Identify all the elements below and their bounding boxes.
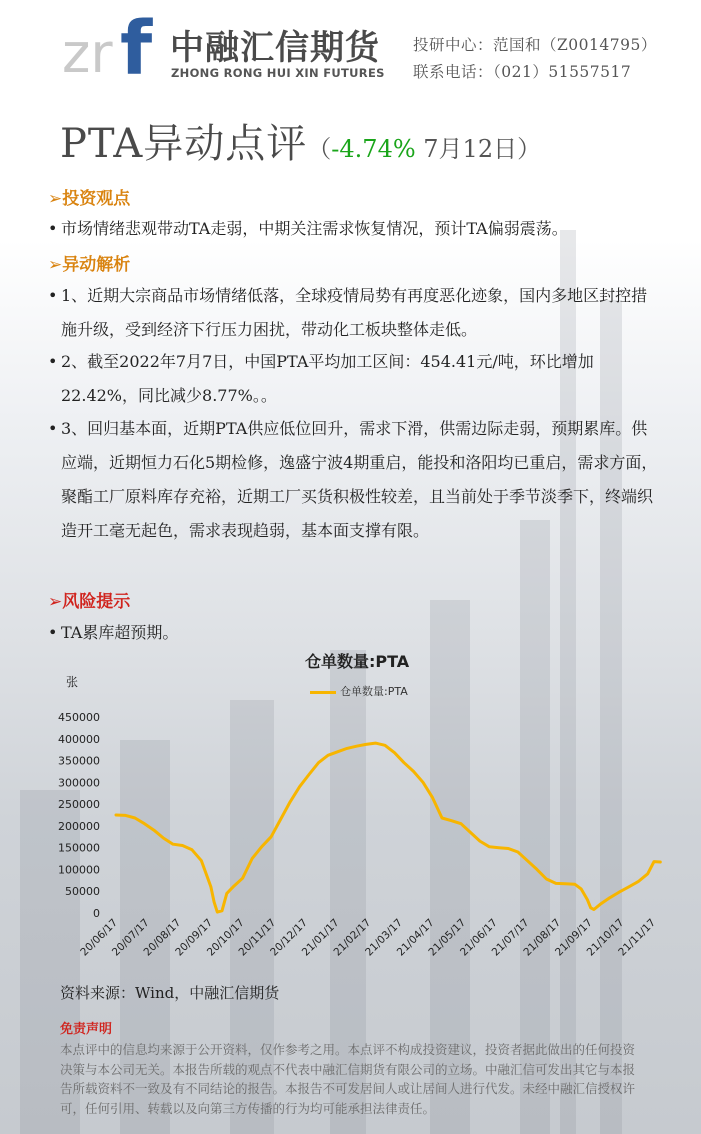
y-tick-label: 350000 — [58, 754, 100, 768]
chart-legend: 仓单数量:PTA — [310, 683, 408, 699]
report-date: 7月12日） — [415, 135, 542, 163]
warehouse-receipt-chart — [60, 645, 660, 975]
x-tick-label: 20/06/17 — [78, 916, 121, 959]
y-tick-label: 100000 — [58, 863, 100, 877]
list-item: • 2、截至2022年7月7日，中国PTA平均加工区间：454.41元/吨，环比增加22.42%，同比减少8.77%。。 — [48, 352, 594, 405]
x-tick-label: 21/01/17 — [299, 916, 342, 959]
chart-unit-label: 张 — [66, 675, 79, 689]
company-name-en: ZHONG RONG HUI XIN FUTURES — [171, 66, 385, 80]
disclaimer-title: 免责声明 — [60, 1022, 113, 1037]
section-investment-view: ➢投资观点 — [48, 189, 131, 209]
x-tick-label: 20/10/17 — [204, 916, 247, 959]
list-item: • 1、近期大宗商品市场情绪低落，全球疫情局势有再度恶化迹象，国内多地区封控措施升级，受到经济下行压力困扰，带动化工板块整体走低。 — [48, 286, 648, 339]
x-tick-label: 20/07/17 — [109, 916, 152, 959]
report-title: PTA异动点评（-4.74% 7月12日） — [60, 121, 542, 167]
y-tick-label: 450000 — [58, 711, 100, 724]
x-tick-label: 20/09/17 — [173, 916, 216, 959]
company-name-cn: 中融汇信期货 — [170, 28, 380, 68]
list-item: • 3、回归基本面，近期PTA供应低位回升，需求下滑，供需边际走弱，预期累库。供应端，近期恒力石化5期检修，逸盛宁波4期重启，能投和洛阳均已重启，需求方面，聚酯工厂原料库存充裕，近期工厂买货积极性较差，且当前处于季节淡季下，终端织造开工毫无起色，需求表现趋弱，基本面支撑有限。 — [48, 419, 658, 540]
section-analysis: ➢异动解析 — [48, 255, 131, 275]
data-source: 资料来源：Wind，中融汇信期货 — [60, 984, 280, 1002]
x-tick-label: 21/02/17 — [331, 916, 374, 959]
series-line-pta-receipts — [116, 743, 660, 912]
y-tick-label: 400000 — [58, 732, 100, 746]
x-tick-label: 21/08/17 — [521, 916, 564, 959]
chart-plot-area — [60, 645, 660, 975]
x-tick-label: 21/11/17 — [616, 916, 659, 959]
company-logo-icon — [62, 10, 162, 82]
price-change: -4.74% — [331, 135, 416, 163]
x-tick-label: 20/12/17 — [268, 916, 311, 959]
x-tick-label: 21/04/17 — [394, 916, 437, 959]
x-tick-label: 20/08/17 — [141, 916, 184, 959]
x-tick-label: 21/10/17 — [584, 916, 627, 959]
list-item: • 市场情绪悲观带动TA走弱，中期关注需求恢复情况，预计TA偏弱震荡。 — [48, 219, 568, 238]
x-tick-label: 21/07/17 — [489, 916, 532, 959]
x-tick-label: 21/05/17 — [426, 916, 469, 959]
y-tick-label: 300000 — [58, 776, 100, 790]
analyst-contact: 投研中心：范国和（Z0014795） — [413, 36, 657, 54]
list-item: • TA累库超预期。 — [48, 623, 179, 642]
report-header — [0, 0, 701, 100]
svg-text:f: f — [120, 10, 153, 82]
arrow-bullet-icon: ➢ — [48, 592, 63, 612]
x-tick-label: 20/11/17 — [236, 916, 279, 959]
y-tick-label: 50000 — [65, 885, 100, 899]
y-tick-label: 250000 — [58, 798, 100, 812]
arrow-bullet-icon: ➢ — [48, 189, 63, 209]
svg-text:zr: zr — [62, 22, 113, 82]
chart-title: 仓单数量:PTA — [305, 652, 410, 671]
section-risk: ➢风险提示 — [48, 592, 131, 612]
phone-contact: 联系电话：（021）51557517 — [413, 63, 632, 81]
y-tick-label: 150000 — [58, 841, 100, 855]
y-tick-label: 200000 — [58, 819, 100, 833]
disclaimer-text: 本点评中的信息均来源于公开资料，仅作参考之用。本点评不构成投资建议，投资者据此做出的任何投资决策与本公司无关。本报告所载的观点不代表中融汇信期货有限公司的立场。中融汇信可发出其它与本报告所载资料不一致及有不同结论的报告。本报告不可发居间人或让居间人进行代发。未经中融汇信授权许可，任何引用、转载以及向第三方传播的行为均可能承担法律责任。 — [60, 1042, 636, 1116]
arrow-bullet-icon: ➢ — [48, 255, 63, 275]
x-tick-label: 21/09/17 — [552, 916, 595, 959]
y-tick-label: 0 — [93, 907, 100, 920]
x-tick-label: 21/03/17 — [363, 916, 405, 959]
x-tick-label: 21/06/17 — [458, 916, 500, 959]
